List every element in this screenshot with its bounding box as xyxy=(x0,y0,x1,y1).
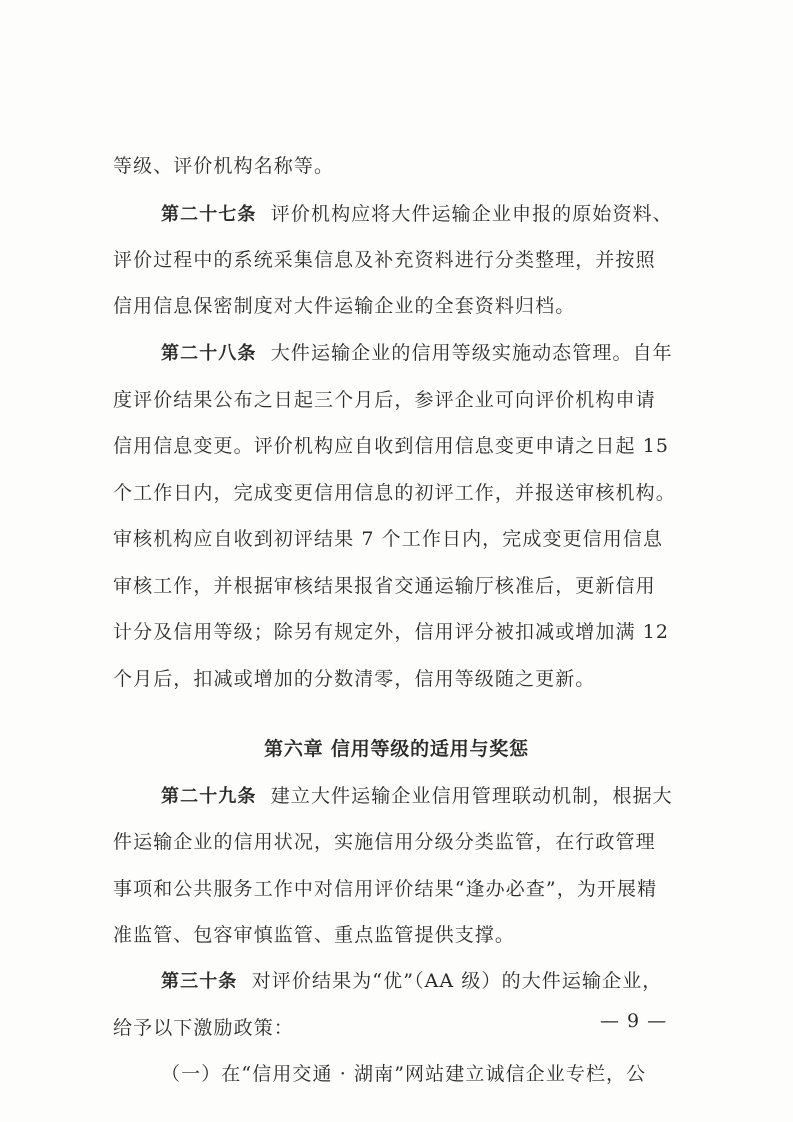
text-line: 审核机构应自收到初评结果 7 个工作日内，完成变更信用信息 xyxy=(113,528,664,550)
text-line: 件运输企业的信用状况，实施信用分级分类监管，在行政管理 xyxy=(113,831,656,853)
text-line: 给予以下激励政策： xyxy=(113,1017,294,1039)
article-30-label: 第三十条 xyxy=(161,971,238,992)
text-line: 评价过程中的系统采集信息及补充资料进行分类整理，并按照 xyxy=(113,249,656,271)
article-27-label: 第二十七条 xyxy=(161,204,257,225)
article-30-line xyxy=(161,972,662,991)
text-line: 事项和公共服务工作中对信用评价结果“逢办必查”，为开展精 xyxy=(113,878,658,900)
text-line: 个月后，扣减或增加的分数清零，信用等级随之更新。 xyxy=(113,668,596,690)
text-line: 审核工作，并根据审核结果报省交通运输厅核准后，更新信用 xyxy=(113,575,656,597)
article-28-label: 第二十八条 xyxy=(161,343,257,364)
text-line: 信用信息变更。评价机构应自收到信用信息变更申请之日起 15 xyxy=(113,435,670,457)
text-line: （一）在“信用交通 · 湖南”网站建立诚信企业专栏，公 xyxy=(161,1063,647,1085)
page-number: — 9 — xyxy=(600,1010,668,1032)
article-29-line xyxy=(161,787,673,806)
text-line: 度评价结果公布之日起三个月后，参评企业可向评价机构申请 xyxy=(113,389,656,411)
chapter-heading: 第六章 信用等级的适用与奖惩 xyxy=(264,738,529,760)
text-line: 准监管、包容审慎监管、重点监管提供支撑。 xyxy=(113,924,516,946)
text-line: 等级、评价机构名称等。 xyxy=(113,155,335,177)
text-line: 计分及信用等级；除另有规定外，信用评分被扣减或增加满 12 xyxy=(113,621,670,643)
text-segment: 建立大件运输企业信用管理联动机制，根据大 xyxy=(270,785,673,807)
article-29-label: 第二十九条 xyxy=(161,786,257,807)
text-segment: 对评价结果为“优”（AA 级）的大件运输企业， xyxy=(251,970,663,992)
text-segment: 大件运输企业的信用等级实施动态管理。自年 xyxy=(270,342,673,364)
article-28-line xyxy=(161,344,673,363)
article-27-line xyxy=(161,205,673,224)
text-line: 个工作日内，完成变更信用信息的初评工作，并报送审核机构。 xyxy=(113,482,676,504)
text-line: 信用信息保密制度对大件运输企业的全套资料归档。 xyxy=(113,295,576,317)
text-segment: 评价机构应将大件运输企业申报的原始资料、 xyxy=(270,203,673,225)
